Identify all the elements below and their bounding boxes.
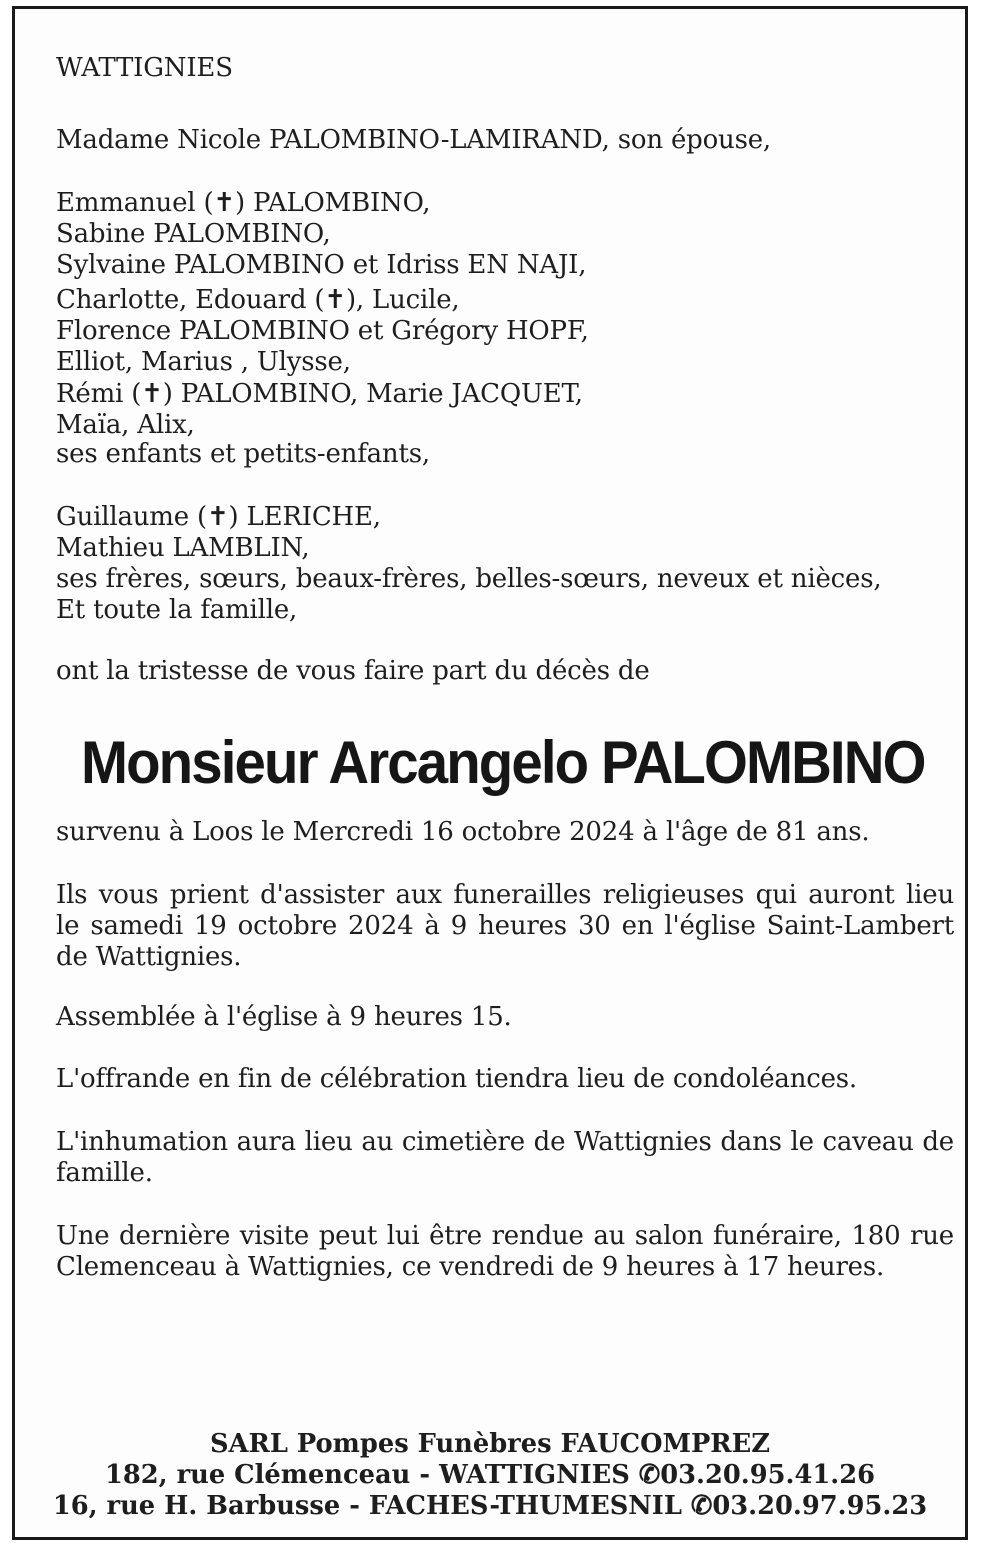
- funeral-home-address-2: 16, rue H. Barbusse - FACHES-THUMESNIL ✆03.20.97.95.23: [52, 1491, 928, 1521]
- announcement-line: ont la tristesse de vous faire part du décès de: [56, 656, 650, 686]
- children-line: Florence PALOMBINO et Grégory HOPF,: [56, 316, 589, 346]
- death-info: survenu à Loos le Mercredi 16 octobre 2024 à l'âge de 81 ans.: [56, 817, 870, 847]
- town-heading: WATTIGNIES: [56, 53, 233, 83]
- funeral-home-address-1: 182, rue Clémenceau - WATTIGNIES ✆03.20.95.41.26: [105, 1460, 875, 1490]
- siblings-summary: ses frères, sœurs, beaux-frères, belles-sœurs, neveux et nièces,: [56, 564, 882, 594]
- children-line: Sylvaine PALOMBINO et Idriss EN NAJI,: [56, 250, 587, 280]
- visit-paragraph: Une dernière visite peut lui être rendue au salon funéraire, 180 rue Clemenceau à Wattignies, ce vendredi de 9 heures à 17 heures.: [56, 1221, 954, 1282]
- deceased-name: Monsieur Arcangelo PALOMBINO: [81, 729, 925, 796]
- sibling-line: Mathieu LAMBLIN,: [56, 533, 310, 563]
- spouse-line: Madame Nicole PALOMBINO-LAMIRAND, son épouse,: [56, 125, 772, 155]
- children-line: Sabine PALOMBINO,: [56, 219, 331, 249]
- family-summary: Et toute la famille,: [56, 595, 298, 625]
- sibling-line: Guillaume (✝) LERICHE,: [56, 502, 381, 532]
- burial-paragraph: L'inhumation aura lieu au cimetière de Wattignies dans le caveau de famille.: [56, 1127, 954, 1188]
- children-line: Elliot, Marius , Ulysse,: [56, 347, 351, 377]
- assembly-line: Assemblée à l'église à 9 heures 15.: [56, 1002, 512, 1032]
- obituary-notice: [12, 6, 968, 1540]
- offering-line: L'offrande en fin de célébration tiendra lieu de condoléances.: [56, 1064, 857, 1094]
- children-line: Maïa, Alix,: [56, 410, 195, 440]
- children-line: Emmanuel (✝) PALOMBINO,: [56, 188, 431, 218]
- children-line: Rémi (✝) PALOMBINO, Marie JACQUET,: [56, 379, 583, 409]
- funeral-home-name: SARL Pompes Funèbres FAUCOMPREZ: [209, 1429, 771, 1459]
- funeral-paragraph: Ils vous prient d'assister aux funerailles religieuses qui auront lieu le samedi 19 octobre 2024 à 9 heures 30 en l'église Saint-Lambert de Wattignies.: [56, 880, 954, 972]
- children-line: Charlotte, Edouard (✝), Lucile,: [56, 285, 460, 315]
- children-summary: ses enfants et petits-enfants,: [56, 439, 430, 469]
